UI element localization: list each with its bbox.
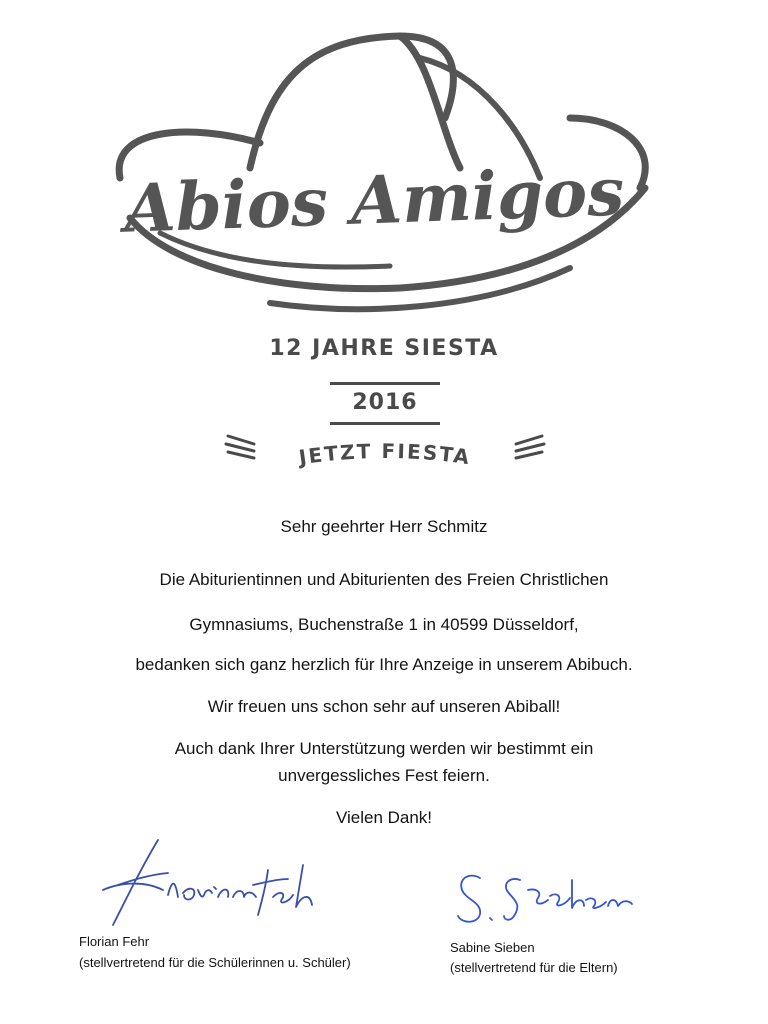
body-line-4: Wir freuen uns schon sehr auf unseren Abiball! [207, 697, 561, 716]
signature-florian-fehr [88, 835, 328, 935]
tagline-fiesta-banner [220, 424, 550, 484]
tagline-fiesta-text: JETZT FIESTA [297, 438, 473, 470]
sombrero-logo [100, 18, 660, 318]
year-block [330, 382, 440, 428]
signer-role-right: (stellvertretend für die Eltern) [450, 960, 618, 975]
year-label: 2016 [352, 390, 418, 415]
closing: Vielen Dank! [335, 808, 433, 827]
signer-name-left: Florian Fehr [79, 934, 150, 949]
body-line-5: Auch dank Ihrer Unterstützung werden wir bestimmt ein [174, 739, 594, 758]
signer-role-left: (stellvertretend für die Schülerinnen u. Schüler) [79, 955, 351, 970]
body-line-1: Die Abiturientinnen und Abiturienten des Freien Christlichen [159, 570, 609, 589]
body-line-2: Gymnasiums, Buchenstraße 1 in 40599 Düsseldorf, [189, 615, 579, 634]
year-divider-top [330, 382, 440, 385]
salutation: Sehr geehrter Herr Schmitz [280, 517, 488, 536]
logo-text: Abios Amigos [122, 152, 626, 248]
body-line-3: bedanken sich ganz herzlich für Ihre Anzeige in unserem Abibuch. [135, 655, 633, 674]
body-line-6: unvergessliches Fest feiern. [278, 766, 490, 785]
tagline-siesta: 12 JAHRE SIESTA [269, 336, 499, 361]
signature-sabine-sieben [450, 860, 640, 940]
signer-name-right: Sabine Sieben [450, 940, 535, 955]
